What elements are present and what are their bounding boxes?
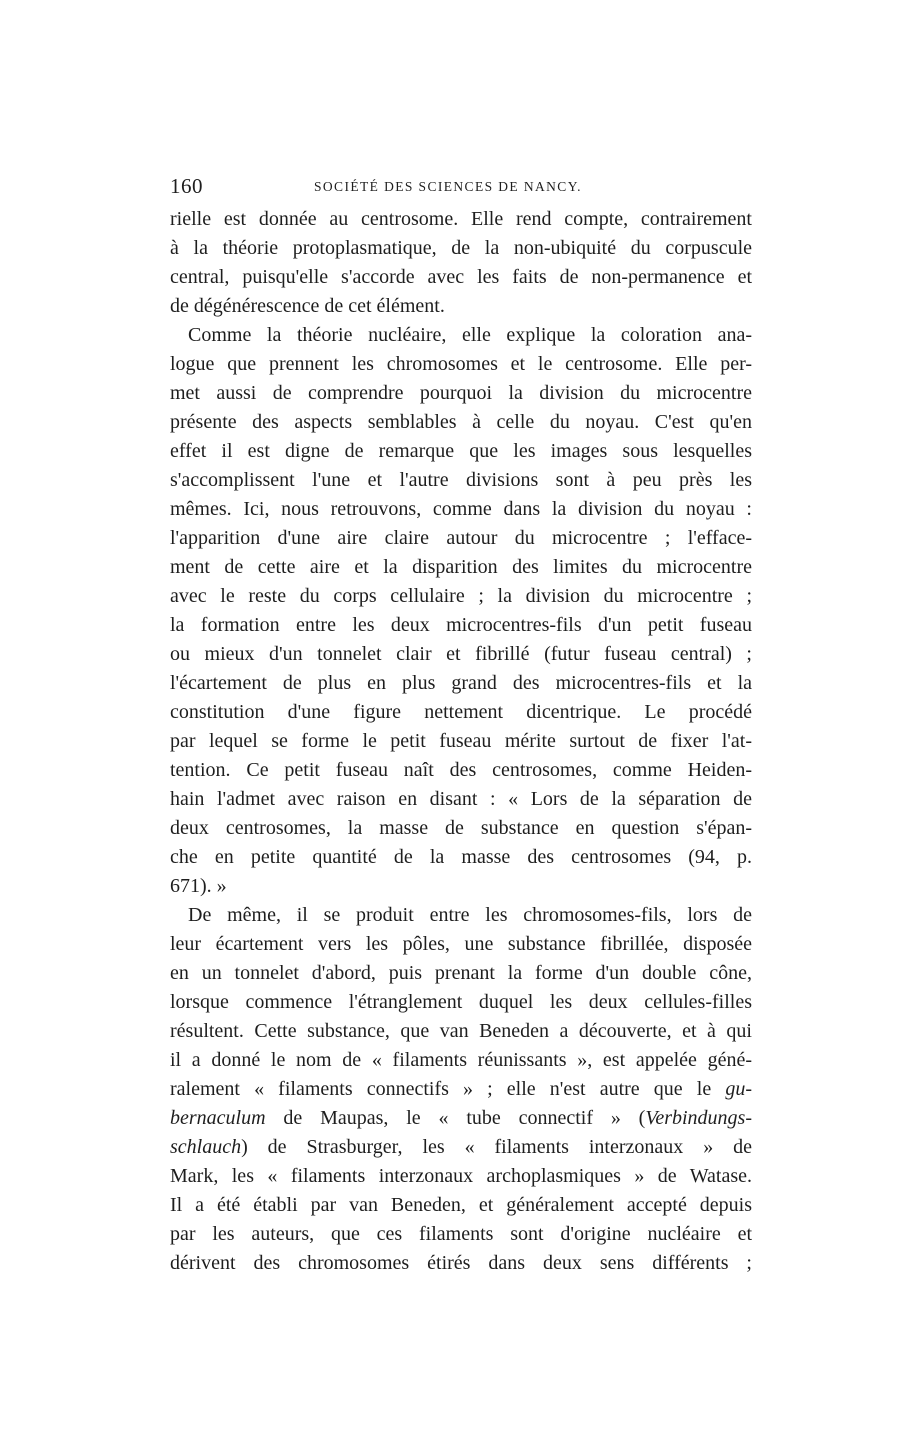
running-title: SOCIÉTÉ DES SCIENCES DE NANCY. bbox=[314, 179, 582, 194]
text-line: la formation entre les deux microcentres-fils d'un petit fuseau bbox=[170, 614, 752, 636]
text-line: présente des aspects semblables à celle du noyau. C'est qu'en bbox=[170, 411, 752, 433]
text-line: lorsque commence l'étranglement duquel les deux cellules-filles bbox=[170, 991, 752, 1013]
text-line-mixed bbox=[170, 1075, 752, 1104]
text-line: l'écartement de plus en plus grand des microcentres-fils et la bbox=[170, 672, 752, 694]
text-line: central, puisqu'elle s'accorde avec les faits de non-permanence et bbox=[170, 266, 752, 288]
text-line: leur écartement vers les pôles, une substance fibrillée, disposée bbox=[170, 933, 752, 955]
text-line: ou mieux d'un tonnelet clair et fibrillé (futur fuseau central) ; bbox=[170, 643, 752, 665]
text-segment: de Maupas, le « tube connectif » ( bbox=[265, 1107, 646, 1129]
italic-segment: gu- bbox=[725, 1078, 752, 1100]
text-line: s'accomplissent l'une et l'autre divisions sont à peu près les bbox=[170, 469, 752, 491]
text-line: hain l'admet avec raison en disant : « Lors de la séparation de bbox=[170, 788, 752, 810]
text-line: l'apparition d'une aire claire autour du microcentre ; l'efface- bbox=[170, 527, 752, 549]
body-text bbox=[170, 205, 752, 1278]
text-line: Comme la théorie nucléaire, elle explique la coloration ana- bbox=[188, 324, 752, 346]
text-line: che en petite quantité de la masse des centrosomes (94, p. bbox=[170, 846, 752, 868]
text-segment: ralement « filaments connectifs » ; elle n'est autre que le bbox=[170, 1078, 726, 1100]
italic-segment: bernaculum bbox=[170, 1107, 266, 1129]
text-line-mixed bbox=[170, 1104, 752, 1133]
text-line: effet il est digne de remarque que les images sous lesquelles bbox=[170, 440, 752, 462]
paragraph-2 bbox=[170, 321, 752, 901]
text-line: par lequel se forme le petit fuseau mérite surtout de fixer l'at- bbox=[170, 730, 752, 752]
text-line: constitution d'une figure nettement dicentrique. Le procédé bbox=[170, 701, 752, 723]
text-line: Mark, les « filaments interzonaux archoplasmiques » de Watase. bbox=[170, 1165, 752, 1187]
text-segment: ) de Strasburger, les « filaments interzonaux » de bbox=[241, 1136, 752, 1158]
text-line: Il a été établi par van Beneden, et généralement accepté depuis bbox=[170, 1194, 752, 1216]
text-line: 671). » bbox=[170, 875, 227, 897]
text-line: mêmes. Ici, nous retrouvons, comme dans la division du noyau : bbox=[170, 498, 752, 520]
text-line: rielle est donnée au centrosome. Elle rend compte, contrairement bbox=[170, 208, 752, 230]
text-line: avec le reste du corps cellulaire ; la division du microcentre ; bbox=[170, 585, 752, 607]
text-line: par les auteurs, que ces filaments sont d'origine nucléaire et bbox=[170, 1223, 752, 1245]
text-line: il a donné le nom de « filaments réunissants », est appelée géné- bbox=[170, 1049, 752, 1071]
text-line: à la théorie protoplasmatique, de la non-ubiquité du corpuscule bbox=[170, 237, 752, 259]
text-line: dérivent des chromosomes étirés dans deux sens différents ; bbox=[170, 1252, 752, 1274]
text-line: deux centrosomes, la masse de substance en question s'épan- bbox=[170, 817, 752, 839]
text-line-mixed bbox=[170, 1133, 752, 1162]
italic-segment: Verbindungs- bbox=[645, 1107, 752, 1129]
text-line: tention. Ce petit fuseau naît des centrosomes, comme Heiden- bbox=[170, 759, 752, 781]
text-line: met aussi de comprendre pourquoi la division du microcentre bbox=[170, 382, 752, 404]
paragraph-3 bbox=[170, 901, 752, 1278]
text-line: en un tonnelet d'abord, puis prenant la forme d'un double cône, bbox=[170, 962, 752, 984]
text-line: logue que prennent les chromosomes et le centrosome. Elle per- bbox=[170, 353, 752, 375]
text-line: De même, il se produit entre les chromosomes-fils, lors de bbox=[188, 904, 752, 926]
text-line: ment de cette aire et la disparition des limites du microcentre bbox=[170, 556, 752, 578]
page-header bbox=[170, 172, 752, 202]
text-line: de dégénérescence de cet élément. bbox=[170, 295, 445, 317]
text-line: résultent. Cette substance, que van Beneden a découverte, et à qui bbox=[170, 1020, 752, 1042]
italic-segment: schlauch bbox=[170, 1136, 242, 1158]
paragraph-1 bbox=[170, 205, 752, 321]
page-number: 160 bbox=[170, 174, 203, 198]
